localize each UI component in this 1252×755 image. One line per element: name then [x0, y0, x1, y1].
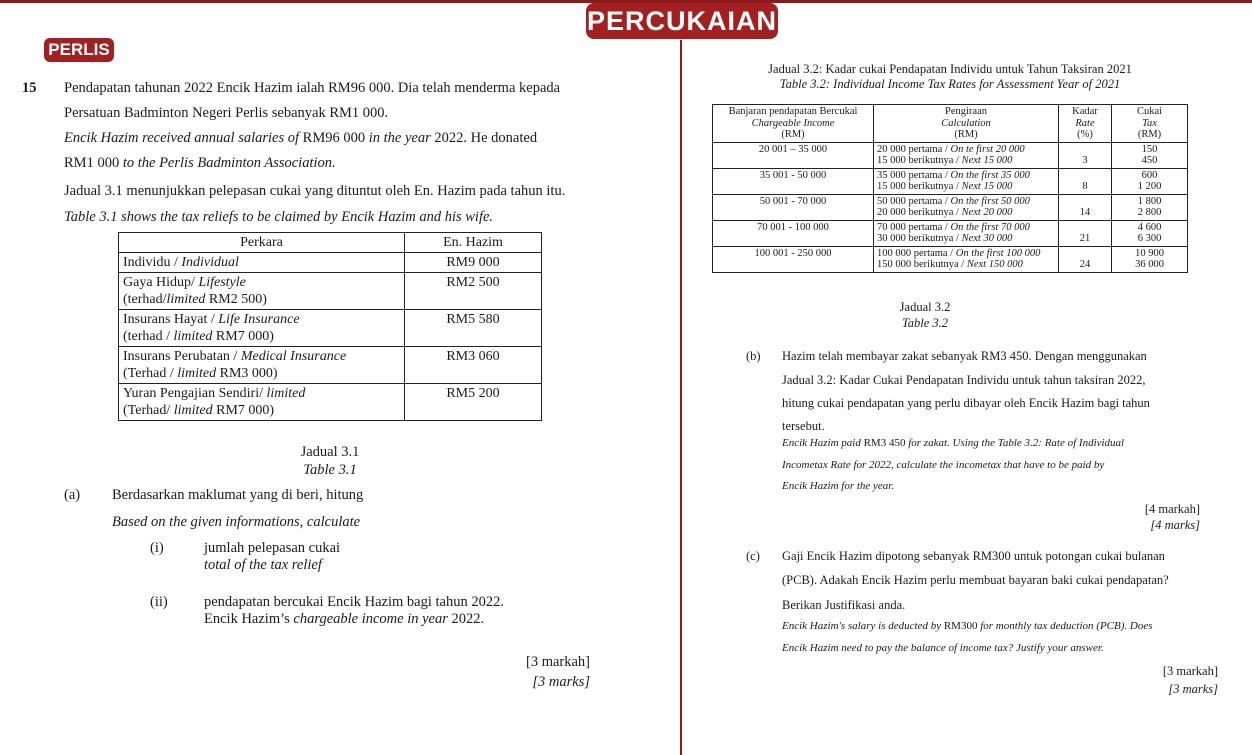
table32-title-ms: Jadual 3.2: Kadar cukai Pendapatan Individu untuk Tahun Taksiran 2021: [768, 62, 1132, 76]
calculation: 35 000 pertama / On the first 35 000 15 000 berikutnya / Next 15 000: [874, 168, 1059, 194]
header-item: Perkara: [119, 233, 405, 253]
tax-rate: 14: [1059, 194, 1112, 220]
part-b-marks-ms: [4 markah]: [1144, 502, 1200, 516]
part-c-ms-line-2: (PCB). Adakah Encik Hazim perlu membuat bayaran baki cukai pendapatan?: [782, 573, 1169, 587]
tax-amount: 600 1 200: [1112, 168, 1188, 194]
calculation: 20 000 pertama / On te first 20 000 15 000 berikutnya / Next 15 000: [874, 142, 1059, 168]
tax-rate: 8: [1059, 168, 1112, 194]
table31-caption-en: Table 3.1: [303, 462, 357, 478]
table31-caption-ms: Jadual 3.1: [300, 444, 360, 460]
part-c-en-line-2: Encik Hazim need to pay the balance of income tax? Justify your answer.: [782, 642, 1104, 654]
part-c-marks-ms: [3 markah]: [1162, 664, 1218, 678]
header-value: En. Hazim: [405, 233, 542, 253]
intro-en-line-1: Encik Hazim received annual salaries of RM96 000 in the year 2022. He donated: [64, 130, 538, 146]
calculation: 70 000 pertama / On the first 70 000 30 000 berikutnya / Next 30 000: [874, 220, 1059, 246]
relief-item: Individu / Individual: [119, 253, 405, 273]
table-row: [713, 220, 1188, 246]
part-a-text-ms: Berdasarkan maklumat yang di beri, hitung: [112, 487, 364, 503]
calculation: 100 000 pertama / On the first 100 000 150 000 berikutnya / Next 150 000: [874, 246, 1059, 272]
table-row: [713, 246, 1188, 272]
table-row: [119, 273, 542, 310]
tax-rate: 21: [1059, 220, 1112, 246]
relief-value: RM5 200: [405, 384, 542, 421]
part-a-marks-en: [3 marks]: [532, 674, 590, 690]
header-income: Banjaran pendapatan Bercukai Chargeable Income (RM): [713, 105, 874, 143]
tax-rate-table: [712, 104, 1188, 273]
part-a-text-en: Based on the given informations, calculate: [112, 514, 361, 530]
part-b-ms-line-1: Hazim telah membayar zakat sebanyak RM3 450. Dengan menggunakan: [782, 349, 1147, 363]
part-a-i-label: (i): [150, 540, 164, 556]
part-c-ms-line-1: Gaji Encik Hazim dipotong sebanyak RM300 untuk potongan cukai bulanan: [782, 549, 1165, 563]
tax-amount: 1 800 2 800: [1112, 194, 1188, 220]
income-range: 50 001 - 70 000: [713, 194, 874, 220]
income-range: 35 001 - 50 000: [713, 168, 874, 194]
column-divider: [680, 40, 682, 755]
question-number: 15: [22, 80, 37, 96]
part-a-marks-ms: [3 markah]: [525, 654, 590, 670]
relief-value: RM9 000: [405, 253, 542, 273]
table31-intro-en: Table 3.1 shows the tax reliefs to be claimed by Encik Hazim and his wife.: [64, 209, 494, 225]
part-c-en-line-1: Encik Hazim's salary is deducted by RM300 for monthly tax deduction (PCB). Does: [782, 620, 1153, 632]
relief-item: Insurans Perubatan / Medical Insurance (Terhad / limited RM3 000): [119, 347, 405, 384]
part-a-ii-label: (ii): [150, 594, 168, 610]
part-a-ii-ms: pendapatan bercukai Encik Hazim bagi tahun 2022.: [204, 594, 504, 610]
income-range: 100 001 - 250 000: [713, 246, 874, 272]
header-tax: Cukai Tax (RM): [1112, 105, 1188, 143]
part-c-label: (c): [746, 549, 760, 563]
part-b-label: (b): [746, 349, 761, 363]
tax-rate: 24: [1059, 246, 1112, 272]
intro-en-line-2: RM1 000 to the Perlis Badminton Association.: [64, 155, 336, 171]
part-c-ms-line-3: Berikan Justifikasi anda.: [782, 598, 906, 612]
table-row: [119, 347, 542, 384]
state-badge: PERLIS: [44, 38, 114, 62]
table32-caption-en: Table 3.2: [901, 316, 949, 330]
table-row: [713, 142, 1188, 168]
part-b-ms-line-4: tersebut.: [782, 419, 825, 433]
table-row: [713, 194, 1188, 220]
part-a-i-en: total of the tax relief: [204, 557, 322, 573]
table-header-row: [713, 105, 1188, 143]
table-row: [119, 253, 542, 273]
part-b-en-line-3: Encik Hazim for the year.: [782, 480, 895, 492]
tax-amount: 150 450: [1112, 142, 1188, 168]
tax-relief-table: [118, 232, 542, 421]
table-header-row: [119, 233, 542, 253]
table31-intro-ms: Jadual 3.1 menunjukkan pelepasan cukai yang dituntut oleh En. Hazim pada tahun itu.: [64, 183, 566, 199]
income-range: 20 001 – 35 000: [713, 142, 874, 168]
header-rate: Kadar Rate (%): [1059, 105, 1112, 143]
tax-rate: 3: [1059, 142, 1112, 168]
table-row: [119, 310, 542, 347]
intro-ms-line-1: Pendapatan tahunan 2022 Encik Hazim ialah RM96 000. Dia telah menderma kepada: [64, 80, 561, 96]
table32-title-en: Table 3.2: Individual Income Tax Rates for Assessment Year of 2021: [779, 77, 1121, 91]
relief-value: RM2 500: [405, 273, 542, 310]
table-row: [119, 384, 542, 421]
relief-item: Yuran Pengajian Sendiri/ limited (Terhad/ limited RM7 000): [119, 384, 405, 421]
intro-ms-line-2: Persatuan Badminton Negeri Perlis sebanyak RM1 000.: [64, 105, 389, 121]
tax-amount: 4 600 6 300: [1112, 220, 1188, 246]
relief-value: RM3 060: [405, 347, 542, 384]
part-a-i-ms: jumlah pelepasan cukai: [204, 540, 341, 556]
table32-caption-ms: Jadual 3.2: [899, 300, 951, 314]
part-a-label: (a): [64, 487, 81, 503]
header-calculation: Pengiraan Calculation (RM): [874, 105, 1059, 143]
part-b-en-line-2: Incometax Rate for 2022, calculate the incometax that have to be paid by: [782, 459, 1105, 471]
relief-item: Insurans Hayat / Life Insurance (terhad / limited RM7 000): [119, 310, 405, 347]
part-b-marks-en: [4 marks]: [1150, 518, 1200, 532]
calculation: 50 000 pertama / On the first 50 000 20 000 berikutnya / Next 20 000: [874, 194, 1059, 220]
part-a-ii-en: Encik Hazim’s chargeable income in year 2022.: [204, 611, 485, 627]
relief-value: RM5 580: [405, 310, 542, 347]
part-b-ms-line-3: hitung cukai pendapatan yang perlu dibayar oleh Encik Hazim bagi tahun: [782, 396, 1150, 410]
part-c-marks-en: [3 marks]: [1168, 682, 1218, 696]
page-title-badge: PERCUKAIAN: [586, 3, 778, 39]
part-b-ms-line-2: Jadual 3.2: Kadar Cukai Pendapatan Individu untuk tahun taksiran 2022,: [782, 373, 1146, 387]
part-b-en-line-1: Encik Hazim paid RM3 450 for zakat. Using the Table 3.2: Rate of Individual: [782, 437, 1125, 449]
tax-amount: 10 900 36 000: [1112, 246, 1188, 272]
income-range: 70 001 - 100 000: [713, 220, 874, 246]
table-row: [713, 168, 1188, 194]
relief-item: Gaya Hidup/ Lifestyle (terhad/limited RM2 500): [119, 273, 405, 310]
